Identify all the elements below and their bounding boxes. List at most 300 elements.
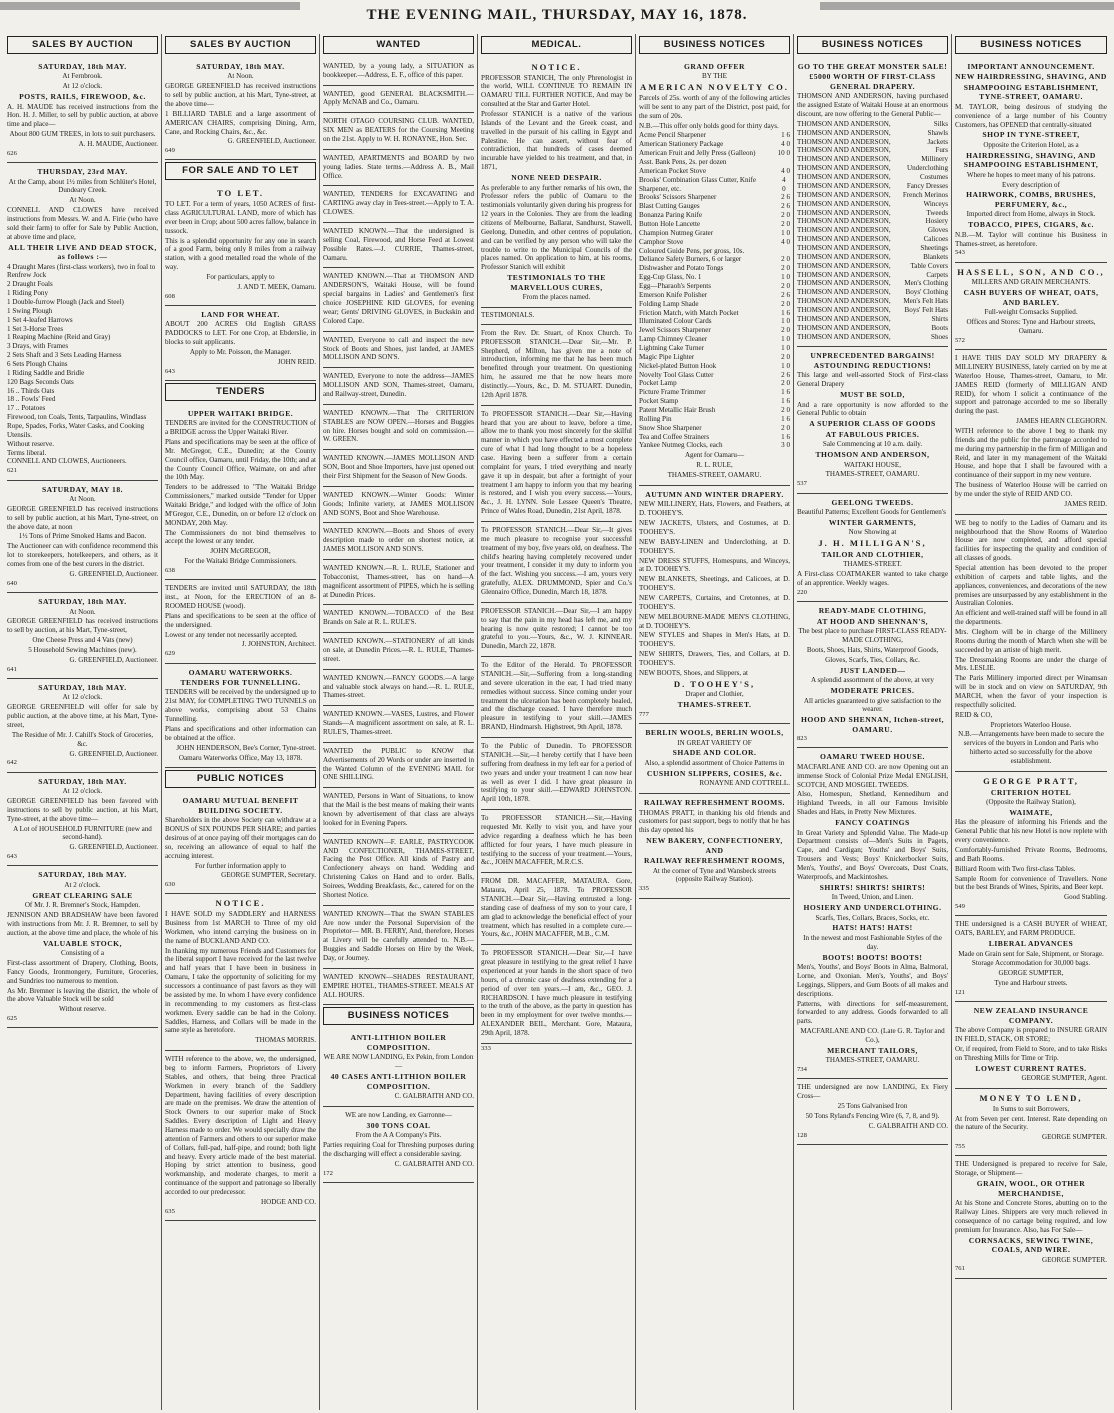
ad-text: MONEY TO LEND, xyxy=(979,1093,1083,1104)
ad-number: 549 xyxy=(955,903,965,911)
ad-text: OAMARU WATERWORKS. xyxy=(188,667,293,677)
ad-text: JUST LANDED— xyxy=(839,665,906,675)
stock-item: 17 .. Potatoes xyxy=(7,404,46,413)
ad-text: G. GREENFIELD, Auctioneer. xyxy=(69,749,158,758)
ad-number-row xyxy=(797,735,948,743)
ad-text: JOHN REID. xyxy=(277,357,316,366)
ad-text: SHOP IN TYNE-STREET, xyxy=(982,130,1080,140)
wanted-ad xyxy=(323,560,474,605)
bargain-row xyxy=(797,297,948,306)
item-name: Pocket Stamp xyxy=(639,397,679,406)
ad-text: WANTED KNOWN.—STATIONERY of all kinds on sale, at Dunedin Prices.—R. L. RULE, Thames-street. xyxy=(323,637,474,663)
testimonial-text: To PROFESSOR STANICH.—Dear Sir,—I have great pleasure in testifying to the great relief I have experienced at your hands in the short space of two hours, of a chronic case of deafness extending for a period of over ten years.—I am, &c., GEO. J. RICHARDSON. I have much pleasure in testifying to the truth of the above, as the party in question has been in my employment for over twelve months.—ALEXANDER BEIL, Merchant. Gore, Mataura, 29th April, 1878. xyxy=(481,949,632,1037)
bargain-item: Blankets xyxy=(923,252,948,261)
ad-text: WANTED KNOWN.—JAMES MOLLISON AND SON, Boot and Shoe Importers, have just opened out their First Shipment for the Season of New Goods. xyxy=(323,454,474,480)
stock-item: 1 Double-furrow Plough (Jack and Steel) xyxy=(7,298,124,306)
item-price: 2 0 xyxy=(781,379,790,388)
bargain-item: Costumes xyxy=(920,173,948,182)
ad-number: 543 xyxy=(955,249,965,257)
bargain-row xyxy=(797,209,948,218)
wanted-ad xyxy=(323,788,474,833)
ad-text: NEW BOOTS, Shoes, and Slippers, at xyxy=(639,668,749,677)
bargain-item: Shawls xyxy=(927,128,948,137)
advertisement xyxy=(639,724,790,794)
ad-text: At his Stone and Concrete Stores, abutting on to the Railway Lines. Shippers are very much relieved in consequence of no cartage being required, and low premium for Insurance. Also, has For Sale— xyxy=(955,1199,1107,1234)
item-name: Egg-Cup Glass, No. 1 xyxy=(639,273,702,282)
ad-text: Patterns, with directions for self-measurement, forwarded to any address. Goods forwarded to all parts. xyxy=(797,999,948,1026)
item-price: 2 6 xyxy=(781,290,790,299)
ad-text: 1½ Tons of Prime Smoked Hams and Bacon. xyxy=(18,532,147,541)
bargain-item: Hosiery xyxy=(925,217,948,226)
ad-text: Without reserve. xyxy=(59,1005,106,1014)
ad-text: M. TAYLOR, being desirous of studying the convenience of a large number of his Country Customers, has OPENED that centrally-situated xyxy=(955,102,1107,129)
price-row xyxy=(639,229,790,238)
testimonial xyxy=(481,657,632,738)
stock-item: CONNELL AND CLOWES, Auctioneers. xyxy=(7,457,127,466)
ad-number: 629 xyxy=(165,650,175,658)
bargain-item: French Merinos xyxy=(902,190,948,199)
ad-number-row xyxy=(7,580,158,588)
ad-text: IMPORTANT ANNOUNCEMENT. xyxy=(967,61,1095,71)
item-name: Illuminated Colour Cards xyxy=(639,317,712,326)
ad-text: OAMARU MUTUAL BENEFIT BUILDING SOCIETY. xyxy=(182,796,299,815)
ad-number-row xyxy=(7,467,158,475)
ad-text: I HAVE SOLD my SADDLERY and HARNESS Business from 1st MARCH to Three of my old Workmen, who intend carrying the business on in the name of BUCKLAND AND CO. xyxy=(165,910,316,945)
ad-text: THAMES-STREET, OAMARU. xyxy=(825,1056,920,1065)
wanted-ad xyxy=(323,670,474,707)
ad-text: TENDERS will be received by the undersigned up to 21st MAY, for COMPLETING TWO TUNNELS on above works, comprising about 53 Chains Tunnelling. xyxy=(165,688,316,724)
ad-number: 823 xyxy=(797,735,807,743)
ad-text: TENDERS are invited for the CONSTRUCTION of a BRIDGE across the Upper Waitaki River. xyxy=(165,419,316,437)
ad-text: 50 Tons Ryland's Fencing Wire (6, 7, 8, and 9). xyxy=(805,1111,940,1120)
price-row xyxy=(639,202,790,211)
ad-text: Gloves, Scarfs, Ties, Collars, &c. xyxy=(825,655,920,664)
stock-item: 1 Riding Pony xyxy=(7,289,48,298)
section-header: SALES BY AUCTION xyxy=(165,36,316,54)
ad-text: In Sums to suit Borrowers, xyxy=(992,1104,1070,1113)
testimonial-text: To PROFESSOR STANICH.—Sir,—Having requested Mr. Kelly to visit you, and have your advice regarding a deafness which he has been afflicted for four years, I have much pleasure in testifying to the success of your treatment.—Yours, &c., JOHN MACAFFER, M.R.C.S. xyxy=(481,814,632,867)
column-medical xyxy=(478,34,636,1410)
ad-number-row xyxy=(7,666,158,674)
ad-text: At 12 o'clock. xyxy=(62,787,103,796)
ad-number: 640 xyxy=(7,579,17,587)
item-price: 2 6 xyxy=(781,193,790,202)
price-row xyxy=(639,353,790,362)
ad-text: NEW SHIRTS, Drawers, Ties, and Collars, at D. TOOHEY'S. xyxy=(639,650,790,667)
ad-text: BOOTS! BOOTS! BOOTS! xyxy=(822,952,923,962)
section-header: WANTED xyxy=(323,36,474,54)
ad-text: AUTUMN AND WINTER DRAPERY. xyxy=(645,489,784,499)
testimonial xyxy=(481,522,632,603)
item-name: Brooks' Scissors Sharpener xyxy=(639,193,717,202)
ad-text: WANTED KNOWN.—Winter Goods: Winter Goods; Infinite variety, at JAMES MOLLISON AND SON'S, Boot and Shoe Warehouse. xyxy=(323,490,474,517)
price-row xyxy=(639,317,790,326)
advertisement xyxy=(7,679,158,773)
bargain-label: THOMSON AND ANDERSON, xyxy=(797,181,891,190)
wanted-ad xyxy=(323,605,474,633)
ad-text: GEORGE SUMPTER, Agent. xyxy=(1021,1074,1107,1083)
advertisement xyxy=(7,593,158,679)
testimonial xyxy=(481,873,632,945)
advertisement xyxy=(639,486,790,724)
ad-text: SATURDAY, 18th MAY. xyxy=(196,61,285,71)
ad-text: 5 Household Sewing Machines (new). xyxy=(28,645,137,654)
wanted-ad xyxy=(323,405,474,450)
ad-text: Shareholders in the above Society can withdraw at a BONUS of SIX POUNDS PER SHARE; and parties desirous of at once paying off their mortgages can do so, receiving an allowance of equal to half the accruing interest. xyxy=(165,816,316,860)
ad-text: RAILWAY REFRESHMENT ROOMS, xyxy=(644,856,785,866)
ad-text: In Great Variety and Splendid Value. The Made-up Department consists of—Men's Suits in Pagets, Cape, and Cardigan; Youths' and Boys' Suits, Trousers and Vests; Boys' Knickerbocker Suits, Men's, Youths', and Boys' Overcoats, Dust Coats, Waterproofs, and Mackintoshes. xyxy=(797,828,948,881)
stock-item: 1 Set 4-leafed Harrows xyxy=(7,315,73,324)
item-price: 1 0 xyxy=(781,228,790,237)
bargain-row xyxy=(797,217,948,226)
ad-text: GEELONG TWEEDS. xyxy=(831,497,914,507)
item-name: Yankee Nutmeg Clocks, each xyxy=(639,441,723,450)
item-price: 1 0 xyxy=(781,335,790,344)
wanted-ad xyxy=(323,633,474,670)
ad-text: WANTED KNOWN.—That The CRITERION STABLES are NOW OPEN.—Horses and Buggies on hire. Horses bought and sold on commission.—W. GREEN. xyxy=(323,408,474,444)
ad-text: CRITERION HOTEL xyxy=(990,787,1072,797)
ad-text: GRAND OFFER xyxy=(684,61,745,71)
ad-text: Consisting of a xyxy=(61,949,104,958)
price-row xyxy=(639,255,790,264)
ad-text: Imported direct from Home, always in Stock. xyxy=(966,210,1096,219)
ad-text: TO LET. xyxy=(216,188,265,199)
wanted-ad xyxy=(323,113,474,150)
bargain-label: THOMSON AND ANDERSON, xyxy=(797,314,891,323)
ad-text: HODGE AND CO. xyxy=(261,1197,316,1206)
ad-number: 638 xyxy=(165,567,175,575)
item-price: 2 0 xyxy=(781,406,790,415)
ad-text: The Commissioners do not bind themselves to accept the lowest or any tender. xyxy=(165,528,316,546)
ad-text: Draper and Clothier, xyxy=(685,690,744,699)
item-name: Camphor Stove xyxy=(639,237,684,246)
ad-text: NEW HAIRDRESSING, SHAVING, AND xyxy=(955,72,1107,82)
ad-text: VALUABLE STOCK, xyxy=(43,938,122,948)
item-name: Magic Pipe Lighter xyxy=(639,352,695,361)
ad-number: 755 xyxy=(955,1143,965,1151)
item-price: 2 0 xyxy=(781,352,790,361)
ad-text: NEW DRESS STUFFS, Homespuns, and Winceys, at D. TOOHEY'S. xyxy=(639,556,790,574)
price-row xyxy=(639,140,790,149)
ad-text: WANTED KNOWN.—That the undersigned is selling Coal, Firewood, and Horse Feed at Lowest Possible Rates.—J. CURRIE, Thames-street, Oamaru. xyxy=(323,227,474,262)
item-name: Acme Pencil Sharpener xyxy=(639,131,706,140)
ad-text: THOMSON AND ANDERSON, having purchased the assigned Estate of Waitaki House at an enormous discount, are now offering to the General Public— xyxy=(797,92,948,119)
testimonial-text: To PROFESSOR STANICH.—Dear Sir,—Having heard that you are about to leave, before a time, allow me to thank you most sincerely for the skilful manner in which you have effected a most complete cure of what I had long thought to be a hopeless case. Having been a sufferer from a certain complaint for years, I tried everything and nearly gave it up in despair, but after a fortnight of your treatment I am happy to inform you that my hearing is restored, and I wish you every success.—Yours, &c., J. H. LYNN. Sole Lessee Queen's Theatre, Prince of Wales Road, Dunedin, 21st April, 1878. xyxy=(481,409,632,516)
advertisement xyxy=(955,58,1107,263)
bargain-label: THOMSON AND ANDERSON, xyxy=(797,173,891,182)
ad-number-row xyxy=(955,989,1107,997)
ad-text: GREAT CLEARING SALE xyxy=(32,890,133,900)
ad-text: MILLERS AND GRAIN MERCHANTS. xyxy=(971,278,1091,287)
ad-text: Mrs. Cleghorn will be in charge of the Millinery Rooms during the month of March when she will be succeeded by an artiste of high merit. xyxy=(955,627,1107,654)
item-price: 4 0 xyxy=(781,166,790,175)
ad-text: MODERATE PRICES. xyxy=(830,686,915,696)
price-row xyxy=(639,335,790,344)
bargain-label: THOMSON AND ANDERSON, xyxy=(797,243,891,252)
ad-text: At 2 o'clock. xyxy=(64,880,101,889)
ad-number: 626 xyxy=(7,149,17,157)
ad-text: 300 TONS COAL xyxy=(366,1120,431,1130)
ad-number-row xyxy=(7,759,158,767)
ad-text: WANTED, Everyone to note the address—JAMES MOLLISON AND SON, Thames-street, Oamaru, and Railway-street, Dunedin. xyxy=(323,372,474,398)
bargain-item: Furs xyxy=(935,146,948,155)
bargain-row xyxy=(797,315,948,324)
ad-number-row xyxy=(797,1132,948,1140)
ad-text: G. GREENFIELD, Auctioneer. xyxy=(69,843,158,852)
ad-text: Made on Grain sent for Sale, Shipment, or Storage. xyxy=(958,949,1104,958)
ad-text: Boots, Shoes, Hats, Shirts, Waterproof Goods, xyxy=(806,645,939,654)
ad-text: MACFARLANE AND CO. are now Opening out an immense Stock of Colonial Prize Medal ENGLISH, SCOTCH, AND MOSGIEL TWEEDS. xyxy=(797,762,948,789)
price-row xyxy=(639,238,790,247)
ad-text: AT FABULOUS PRICES. xyxy=(825,429,920,439)
ad-text: Men's, Youths', and Boys' Boots in Alma, Balmoral, Lorne, and Oxonian. Men's, Youths', and Boys' Leggings, Slippers, and Gum Boots of all makes and descriptions. xyxy=(797,963,948,998)
ad-text: G. GREENFIELD, Auctioneer. xyxy=(69,569,158,578)
advertisement xyxy=(955,772,1107,917)
item-price: 2 0 xyxy=(781,219,790,228)
ad-text: JAMES REID. xyxy=(1064,499,1107,508)
ad-text: 25 Tons Galvanised Iron xyxy=(837,1102,908,1111)
ad-text: WANTED KNOWN—F. EARLE, PASTRYCOOK AND CONFECTIONER, THAMES-STREET, Facing the Post Office. All kinds of Pastry and Confectionery always on hand. Wedding and Christening Cakes on Hand and to order. Balls, Soirees, Wedding Breakfasts, &c., catered for on the Shortest Notice. xyxy=(323,837,474,899)
ad-text: Has the pleasure of informing his Friends and the General Public that his new Hotel is now replete with every convenience. xyxy=(955,818,1107,845)
section-header: BUSINESS NOTICES xyxy=(955,36,1107,54)
stock-item: 16 .. Thirds Oats xyxy=(7,386,55,395)
advertisement xyxy=(165,184,316,306)
advertisement xyxy=(7,866,158,1028)
ad-text: At the corner of Tyne and Wansbeck streets (opposite Railway Station). xyxy=(652,866,777,884)
ad-text: In thanking my numerous Friends and Customers for the liberal support I have received for the last twelve and half years that I have been in business in Oamaru, I take the opportunity of soliciting for my successors a continuance of past favors as they will be assisted by me. In whom I have every confidence in recommending to my customers as first-class workmen. Every saddle can be had in the Colony. Saddles, Harness, and Collars will be made in the same style as heretofore. xyxy=(165,946,316,1035)
item-name: Coloured Guide Pens, per gross, 10s. xyxy=(639,246,745,255)
ad-text: Sample Room for convenience of Travellers. None but the best Brands of Wines, Spirits, and Beer kept. xyxy=(955,874,1107,892)
advertisement xyxy=(165,894,316,1051)
ad-text: For the Waitaki Bridge Commissioners. xyxy=(184,557,297,566)
price-row xyxy=(639,371,790,380)
advertisement xyxy=(165,1051,316,1221)
ad-text: MACFARLANE AND CO. (Late G. R. Taylor and Co.), xyxy=(800,1027,945,1044)
ad-number: 621 xyxy=(7,467,17,475)
ad-text: WITH reference to the above, we, the undersigned, beg to inform Farmers, Proprietors of Livery Stables, and others, that being three Practical Workmen in every branch of the Saddlery Department, having facilities of every description are made on the premises. We draw the attention of Stock Owners to our superior make of Stock Saddles. Every description of Light and Heavy Harness made to order. We would specially draw the attention of Farmers and others to our superior make of Collars, full-pad, half-pipe, and round; both light and heavy. Every article made of the best material. Hoping by strict attention to business, good workmanship, and moderate charges, to merit a continuance of the support and patronage so liberally accorded to our predecessor. xyxy=(165,1055,316,1196)
item-name: Rolling Pin xyxy=(639,414,672,423)
bargain-label: THOMSON AND ANDERSON, xyxy=(797,261,891,270)
item-name: Nickel-plated Button Hook xyxy=(639,361,717,370)
ad-text: Parties requiring Coal for Threshing purposes during the discharging will effect a considerable saving. xyxy=(323,1141,474,1158)
ad-text: WANTED, by a young lady, a SITUATION as bookkeeper.—Address, E. F., office of this paper. xyxy=(323,61,474,79)
price-row xyxy=(639,273,790,282)
ad-text: LIBERAL ADVANCES xyxy=(988,939,1074,949)
ad-text: WANTED, TENDERS for EXCAVATING and CARTING away clay in Tees-street.—Apply to T. A. CLOWES. xyxy=(323,190,474,217)
bargain-item: Fancy Dresses xyxy=(906,181,948,190)
ad-text: Oamaru Waterworks Office, May 13, 1878. xyxy=(178,753,303,762)
ad-text: G. GREENFIELD, Auctioneer. xyxy=(69,655,158,664)
ad-text: SHIRTS! SHIRTS! SHIRTS! xyxy=(819,882,926,892)
ad-text: SATURDAY, 18th MAY. xyxy=(38,776,127,786)
ad-text: Or, if required, from Field to Store, and to take Risks on Threshing Mills for Time or Trip. xyxy=(955,1044,1107,1062)
section-header: TENDERS xyxy=(165,383,316,401)
item-name: Brooks' Combination Glass Cutter, Knife Sharpener, etc. xyxy=(639,175,757,193)
advertisement xyxy=(797,58,948,348)
price-row xyxy=(639,291,790,300)
ad-text: At Fernbrook. xyxy=(62,72,103,81)
bargain-row xyxy=(797,191,948,200)
bargain-label: THOMSON AND ANDERSON, xyxy=(797,155,891,164)
ad-text: SATURDAY, 18th MAY. xyxy=(38,870,127,880)
ad-number-row xyxy=(639,885,790,893)
ad-number-row xyxy=(797,480,948,488)
ad-text: GRAIN, WOOL, OR OTHER MERCHANDISE, xyxy=(976,1179,1086,1198)
stock-item: 2 Sets Shaft and 3 Sets Leading Harness xyxy=(7,351,122,360)
wanted-ad xyxy=(323,487,474,524)
ad-text: About 800 GUM TREES, in lots to suit purchasers. xyxy=(9,130,156,139)
ad-text: GEORGE GREENFIELD will offer for sale by public auction, at the above time, at his Mart, Tyne-street, xyxy=(7,703,158,729)
ad-text: WINTER GARMENTS, xyxy=(828,517,917,527)
ad-text: AT HOOD AND SHENNAN'S, xyxy=(816,616,929,626)
ad-text: TO LET. For a term of years, 1050 ACRES of first-class AGRICULTURAL LAND, more of which has ever been in Crop; about 500 acres fallow, balance in tussock. xyxy=(165,200,316,235)
item-name: Lightning Cake Turner xyxy=(639,344,705,353)
ad-text: Apply to Mr. Poisson, the Manager. xyxy=(189,347,292,356)
advertisement xyxy=(165,664,316,769)
item-name: Pocket Lamp xyxy=(639,379,677,388)
wanted-ad xyxy=(323,906,474,969)
ad-text: For further information apply to xyxy=(194,861,287,870)
ad-text: Opposite the Criterion Hotel, as a xyxy=(983,140,1079,149)
ad-text: HAIRWORK, COMBS, BRUSHES, PERFUMERY, &c., xyxy=(966,190,1096,209)
item-name: American Pocket Stove xyxy=(639,166,706,175)
section-header: MEDICAL. xyxy=(481,36,632,54)
ad-text: Scarfs, Ties, Collars, Braces, Socks, etc. xyxy=(815,913,930,922)
columns xyxy=(4,34,1110,1410)
wanted-ad xyxy=(323,368,474,405)
advertisement xyxy=(165,792,316,894)
item-price: 2 6 xyxy=(781,202,790,211)
bargain-item: Shirts xyxy=(931,314,948,323)
ad-text: BY THE xyxy=(701,72,728,81)
item-name: Deliance Safety Burners, 6 or larger xyxy=(639,255,742,264)
ad-text: At the Camp, about 1½ miles from Schlüter's Hotel, Dundeary Creek. xyxy=(8,177,157,195)
testimonial-text: To PROFESSOR STANICH.—Dear Sir,—It gives me much pleasure to recognise your successful treatment of my boy, five years old, on deafness. The child's hearing having completely recovered under your treatment, I consider it my duty to inform you of the fact. Wishing you success.—I am, yours very gratefully, ALEX. DRUMMOND, Spier and Co.'s Glennairo Office, Dunedin, March 18, 1878. xyxy=(481,526,632,597)
ad-text: For particulars, apply to xyxy=(206,272,275,281)
ad-text: Plans and specifications may be seen at the office of Mr. McGregor, C.E., Dunedin; at the County Council office, Oamaru, until Friday, the 10th; and at the County Council Office, Waimate, on and after the 10th May. xyxy=(165,438,316,482)
bargain-row xyxy=(797,200,948,209)
advertisement xyxy=(165,580,316,663)
item-name: American Stationery Package xyxy=(639,140,724,149)
ad-number-row xyxy=(7,853,158,861)
bargain-list xyxy=(797,120,948,341)
ad-text: WANTED KNOWN.—Boots and Shoes of every description made to order on shortest notice, at JAMES MOLLISON AND SON'S. xyxy=(323,527,474,554)
item-price: 1 6 xyxy=(781,414,790,423)
ad-text: THE undersigned is a CASH BUYER of WHEAT, OATS, BARLEY, and FARM PRODUCE. xyxy=(955,920,1107,938)
stock-list xyxy=(7,263,158,467)
ad-text: UNPRECEDENTED BARGAINS! ASTOUNDING REDUCTIONS! xyxy=(810,351,935,370)
ad-text: NEW ZEALAND INSURANCE COMPANY. xyxy=(973,1006,1089,1025)
section-header: BUSINESS NOTICES xyxy=(323,1007,474,1025)
item-price: 2 0 xyxy=(781,255,790,264)
price-row xyxy=(639,433,790,442)
price-row xyxy=(639,397,790,406)
ad-number: 649 xyxy=(165,147,175,155)
ad-text: HASSELL, SON, AND CO., xyxy=(957,266,1105,277)
advertisement xyxy=(955,1002,1107,1089)
ad-text: WE beg to notify to the Ladies of Oamaru and its neighbourhood that the Show Rooms of Waterloo House are now completed, and afford special facilities for inspecting the quality and condition of all classes of goods. xyxy=(955,518,1107,563)
price-row xyxy=(639,176,790,194)
ad-text: ABOUT 200 ACRES Old English GRASS PADDOCKS to LET. For one Crop, at Ebderslie, in blocks to suit applicants. xyxy=(165,320,316,347)
ad-number-row xyxy=(955,1265,1107,1273)
bargain-item: Millinery xyxy=(921,155,948,164)
bargain-row xyxy=(797,262,948,271)
ad-text: SATURDAY, 18th MAY. xyxy=(38,597,127,607)
wanted-ad xyxy=(323,706,474,743)
bargain-item: Men's Felt Hats xyxy=(903,297,948,306)
ad-text: A. H. MAUDE, Auctioneer. xyxy=(78,140,158,148)
ad-number-row xyxy=(165,368,316,376)
ad-number: 572 xyxy=(955,336,965,344)
price-row xyxy=(639,193,790,202)
advertisement xyxy=(797,494,948,603)
price-row xyxy=(639,362,790,371)
stock-item: 1 Swing Plough xyxy=(7,306,53,315)
ad-text: TESTIMONIALS TO THE MARVELLOUS CURES, xyxy=(507,273,606,292)
ad-text: Storage Accommodation for 30,000 bags. xyxy=(971,959,1091,968)
bargain-label: THOMSON AND ANDERSON, xyxy=(797,332,891,341)
bargain-item: Jackets xyxy=(927,137,948,146)
price-row xyxy=(639,326,790,335)
advertisement xyxy=(955,916,1107,1002)
wanted-ad xyxy=(323,834,474,906)
ad-text: THOMAS PRATT, in thanking his old friends and customers for past support, begs to notify that he has this day opened his xyxy=(639,808,790,835)
ad-text: SHADE AND COLOR. xyxy=(672,748,757,758)
advertisement xyxy=(797,347,948,493)
testimonial-text: To the Public of Dunedin. To PROFESSOR STANICH.—Sir,—I hereby certify that I have been suffering from deafness in my left ear for a period of two years and under your treatment I can now hear as well as ever I did. I have great pleasure in testifying to your skill.—EDWARD JOHNSTON. April 10th, 1878. xyxy=(481,742,632,804)
ad-text: THURSDAY, 23rd MAY. xyxy=(37,167,128,177)
ad-number: 642 xyxy=(7,759,17,767)
ad-text: From the A A Company's Pits. xyxy=(355,1131,442,1140)
ad-text: CUSHION SLIPPERS, COSIES, &c. xyxy=(646,768,783,778)
ad-text: MERCHANT TAILORS, xyxy=(827,1045,918,1055)
ad-text: HATS! HATS! HATS! xyxy=(832,923,913,933)
wanted-ad xyxy=(323,332,474,369)
item-price: 4 0 xyxy=(781,237,790,246)
ad-number: 220 xyxy=(797,589,807,597)
column-business-notices-1 xyxy=(636,34,794,1410)
ad-text: NOTICE. xyxy=(215,898,266,909)
testimonial xyxy=(481,406,632,522)
item-price: 1 0 xyxy=(781,361,790,370)
column-sales-by-auction-2 xyxy=(162,34,320,1410)
ad-text: TAILOR AND CLOTHIER, xyxy=(821,549,924,559)
ad-text: GEORGE SUMPTER. xyxy=(1041,1133,1107,1142)
ad-text: THE Undersigned is prepared to receive for Sale, Storage, or Shipment— xyxy=(955,1160,1107,1178)
bargain-item: Boys' Clothing xyxy=(905,288,948,297)
ad-text: POSTS, RAILS, FIREWOOD, &c. xyxy=(19,92,146,102)
ad-text: SATURDAY, 18th MAY. xyxy=(38,61,127,71)
bargain-label: THOMSON AND ANDERSON, xyxy=(797,199,891,208)
ad-text: Plans and specifications to be seen at the office of the undersigned. xyxy=(165,611,316,629)
bargain-item: Sheetings xyxy=(920,243,948,252)
stock-item: 18 .. Fowls' Feed xyxy=(7,395,56,404)
ad-text: TOBACCO, PIPES, CIGARS, &c. xyxy=(968,220,1094,230)
ad-text: JENNISON AND BRADSHAW have been favored with instructions from Mr. J. R. Bremner, to sell by auction, at the above time and place, the whole of his xyxy=(7,911,158,937)
testimonial-text: From the Rev. Dr. Stuart, of Knox Church. To PROFESSOR STANICH.—Dear Sir,—Mr. P. Shepherd, of Milton, has given me a note of introduction, informing me that he has been much benefited through your treatment. On questioning him, he assured me that he now hears more distinctly.—Yours, &c., D. M. STUART. Dunedin, 12th April 1878. xyxy=(481,328,632,399)
ad-text: And a rare opportunity is now afforded to the General Public to obtain xyxy=(797,400,948,418)
price-row xyxy=(639,424,790,433)
ad-text: JOHN HENDERSON, Bee's Corner, Tyne-street. xyxy=(176,743,316,752)
ad-text: At from Seven per cent. Interest. Rate depending on the nature of the Security. xyxy=(955,1114,1107,1132)
ad-text: IN GREAT VARIETY OF xyxy=(677,738,752,747)
item-price: 2 0 xyxy=(781,326,790,335)
bargain-label: THOMSON AND ANDERSON, xyxy=(797,217,891,226)
ad-text: N.B.—M. Taylor will continue his Business in Thames-street, as heretofore. xyxy=(955,230,1107,248)
ad-number: 635 xyxy=(165,1207,175,1215)
item-name: Novelty Tool Glass Cutter xyxy=(639,370,714,379)
ad-number: 128 xyxy=(797,1131,807,1139)
